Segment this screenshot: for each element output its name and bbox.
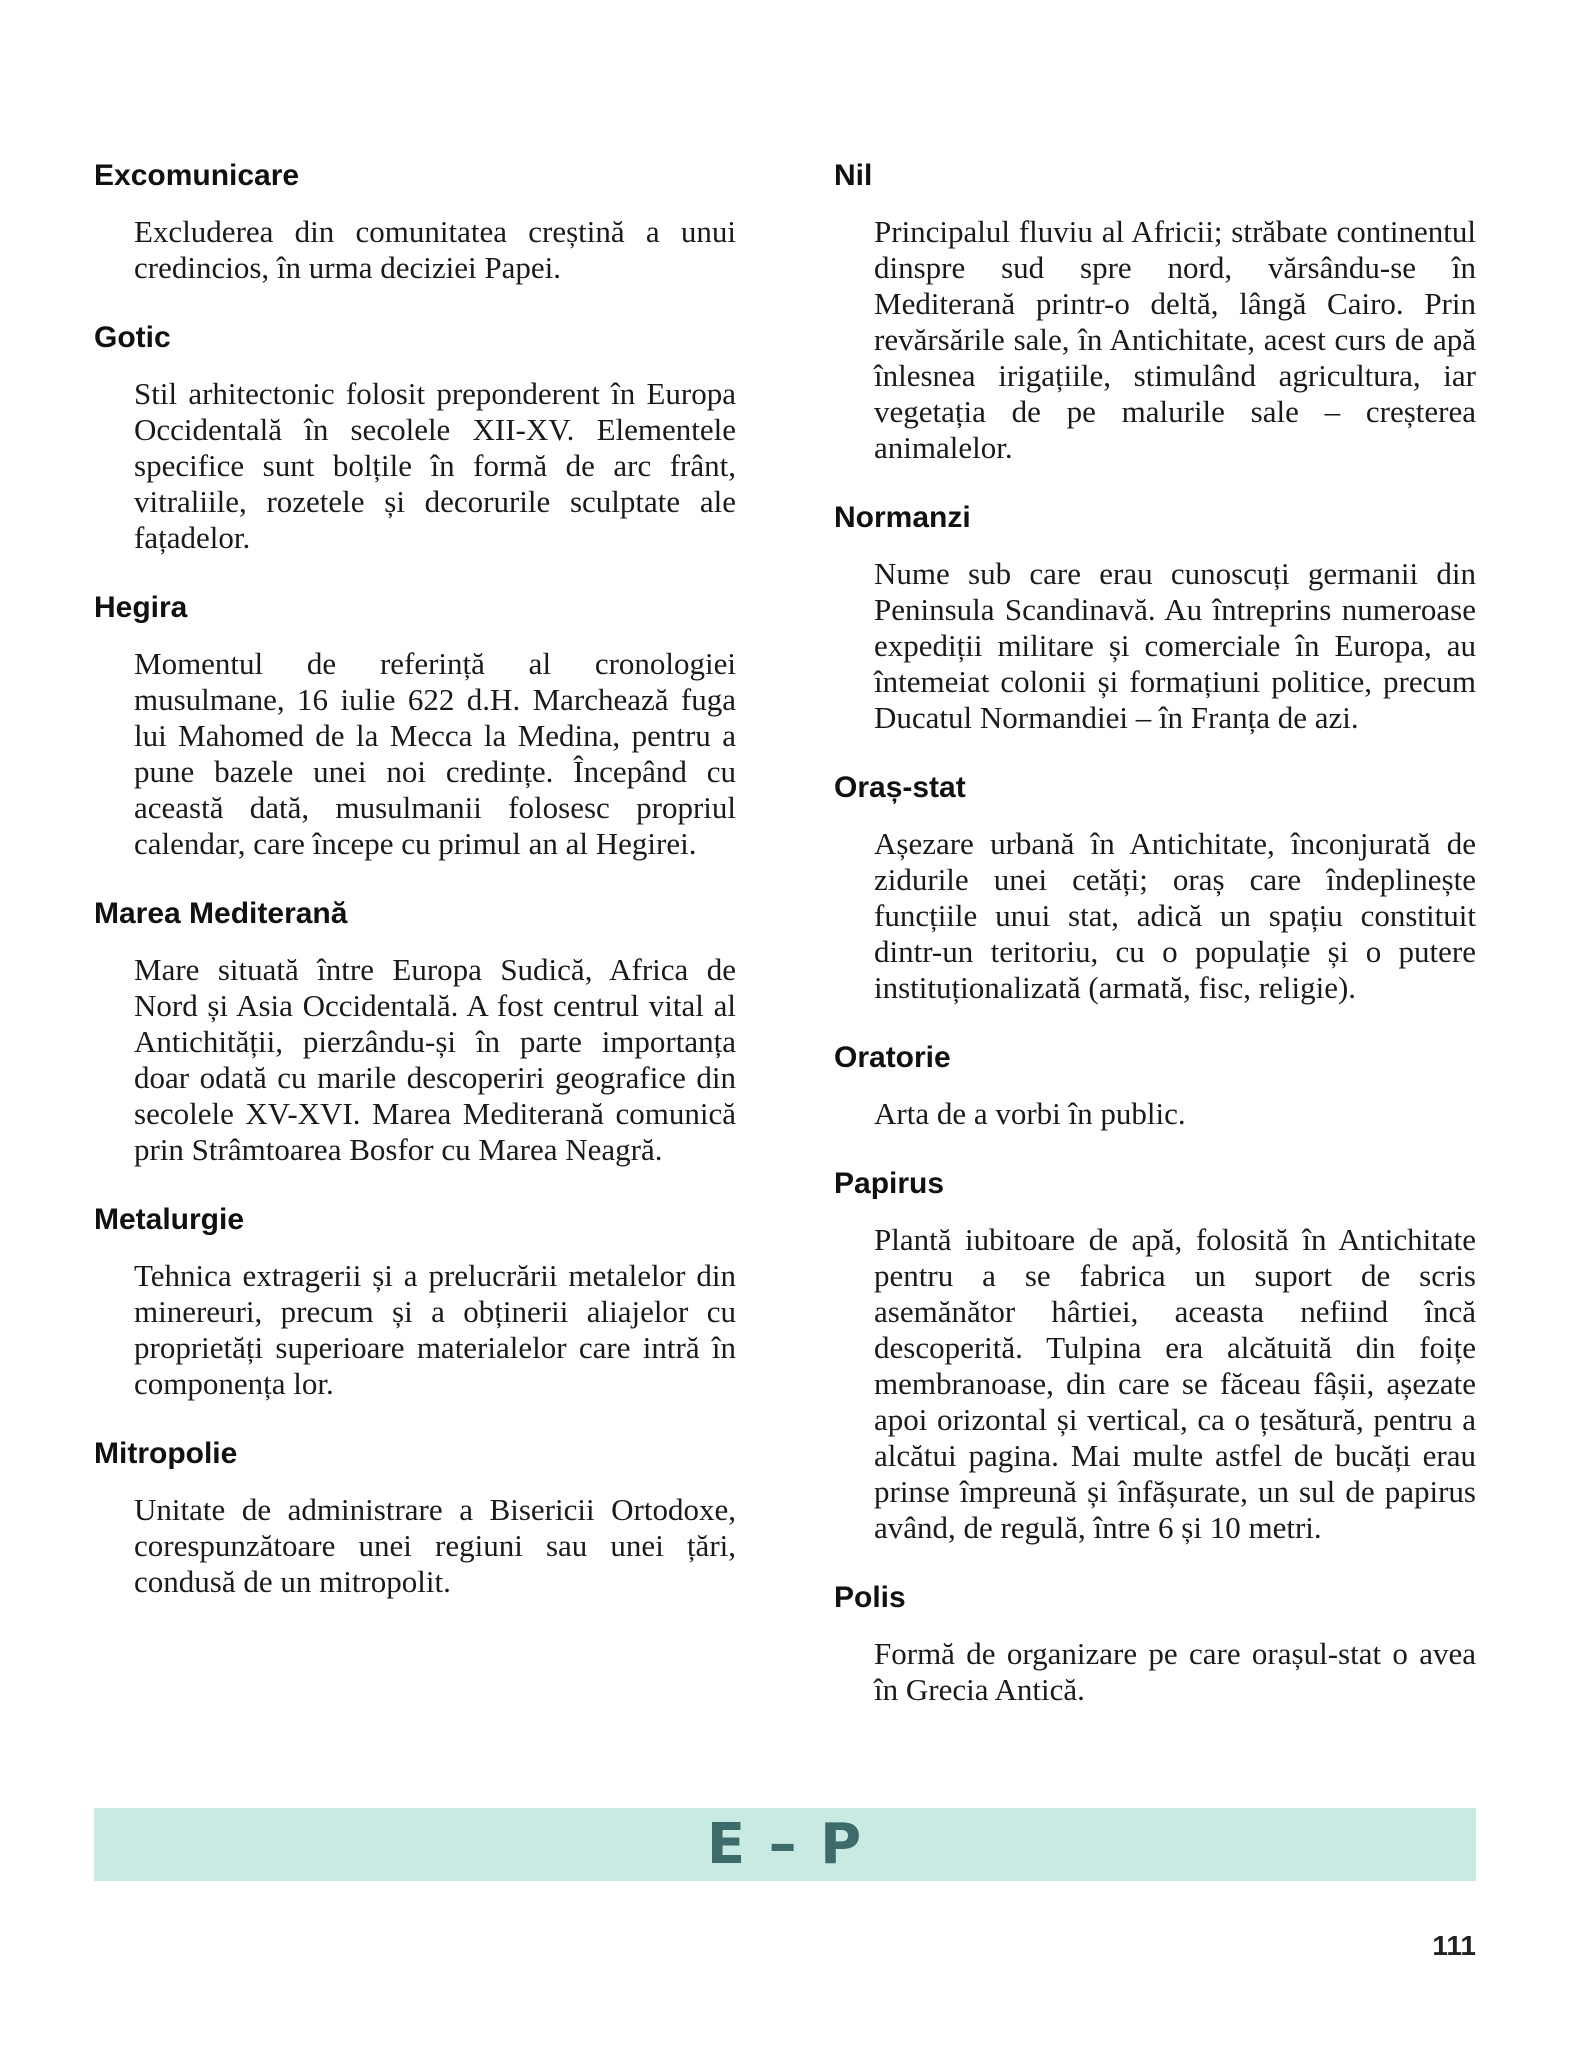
glossary-entry <box>834 1040 1476 1132</box>
entry-definition: Momentul de referință al cronologiei musulmane, 16 iulie 622 d.H. Marchează fuga lui Mahomed de la Mecca la Medina, pentru a pune bazele unei noi credințe. Începând cu această dată, musulmanii folosesc propriul calendar, care începe cu primul an al Hegirei. <box>134 646 736 861</box>
glossary-entry <box>834 1580 1476 1708</box>
entry-definition: Tehnica extragerii și a prelucrării metalelor din minereuri, precum și a obținerii aliajelor cu proprietăți superioare materialelor care intră în componența lor. <box>134 1258 736 1401</box>
entry-definition: Mare situată între Europa Sudică, Africa de Nord și Asia Occidentală. A fost centrul vital al Antichității, pierzându-și în parte importanța doar odată cu marile descoperiri geografice din secolele XV-XVI. Marea Mediterană comunică prin Strâmtoarea Bosfor cu Marea Neagră. <box>134 952 736 1167</box>
glossary-entry <box>94 1436 736 1600</box>
entry-definition: Așezare urbană în Antichitate, înconjurată de zidurile unei cetăți; oraș care îndeplinește funcțiile unui stat, adică un spațiu constituit dintr-un teritoriu, cu o populație și o putere instituționalizată (armată, fisc, religie). <box>874 826 1476 1005</box>
glossary-entry <box>94 590 736 862</box>
entry-definition: Plantă iubitoare de apă, folosită în Antichitate pentru a se fabrica un suport de scris asemănător hârtiei, aceasta nefiind încă descoperită. Tulpina era alcătuită din foițe membranoase, din care se făceau fâșii, așezate apoi orizontal și vertical, ca o țesătură, pentru a alcătui pagina. Mai multe astfel de bucăți erau prinse împreună și înfășurate, un sul de papirus având, de regulă, între 6 și 10 metri. <box>874 1222 1476 1545</box>
right-column <box>834 158 1476 1742</box>
entry-term: Oraș-stat <box>834 771 966 804</box>
glossary-entry <box>834 770 1476 1006</box>
entry-definition: Unitate de administrare a Bisericii Ortodoxe, corespunzătoare unei regiuni sau unei țări, condusă de un mitropolit. <box>134 1492 736 1599</box>
entry-term: Excomunicare <box>94 159 300 192</box>
entry-definition: Formă de organizare pe care orașul-stat o avea în Grecia Antică. <box>874 1636 1476 1707</box>
entry-term: Mitropolie <box>94 1437 238 1470</box>
entry-term: Gotic <box>94 321 171 354</box>
entry-definition: Excluderea din comunitatea creștină a unui credincios, în urma deciziei Papei. <box>134 214 736 285</box>
entry-term: Papirus <box>834 1167 945 1200</box>
glossary-entry <box>94 1202 736 1402</box>
entry-definition: Arta de a vorbi în public. <box>874 1096 1186 1131</box>
entry-definition: Stil arhitectonic folosit preponderent în Europa Occidentală în secolele XII-XV. Elementele specifice sunt bolțile în formă de arc frânt, vitraliile, rozetele și decorurile sculptate ale fațadelor. <box>134 376 736 555</box>
glossary-entry <box>94 896 736 1168</box>
entry-term: Metalurgie <box>94 1203 245 1236</box>
entry-definition: Principalul fluviu al Africii; străbate continentul dinspre sud spre nord, vărsându-se în Mediterană printr-o deltă, lângă Cairo. Prin revărsările sale, în Antichitate, acest curs de apă înlesnea irigațiile, stimulând agricultura, iar vegetația de pe malurile sale – creșterea animalelor. <box>874 214 1476 465</box>
page-number: 111 <box>1432 1930 1476 1961</box>
glossary-entry <box>834 158 1476 466</box>
entry-term: Polis <box>834 1581 906 1614</box>
section-range-label: E – P <box>706 1812 864 1877</box>
entry-term: Normanzi <box>834 501 971 534</box>
entry-definition: Nume sub care erau cunoscuți germanii din Peninsula Scandinavă. Au întreprins numeroase expediții militare și comerciale în Europa, au întemeiat colonii și formațiuni politice, precum Ducatul Normandiei – în Franța de azi. <box>874 556 1476 735</box>
glossary-entry <box>94 158 736 286</box>
entry-term: Marea Mediterană <box>94 897 348 930</box>
entry-term: Oratorie <box>834 1041 951 1074</box>
entry-term: Hegira <box>94 591 188 624</box>
glossary-entry <box>94 320 736 556</box>
entry-term: Nil <box>834 159 873 192</box>
left-column <box>94 158 736 1634</box>
glossary-entry <box>834 500 1476 736</box>
section-band <box>94 1808 1476 1881</box>
glossary-entry <box>834 1166 1476 1546</box>
